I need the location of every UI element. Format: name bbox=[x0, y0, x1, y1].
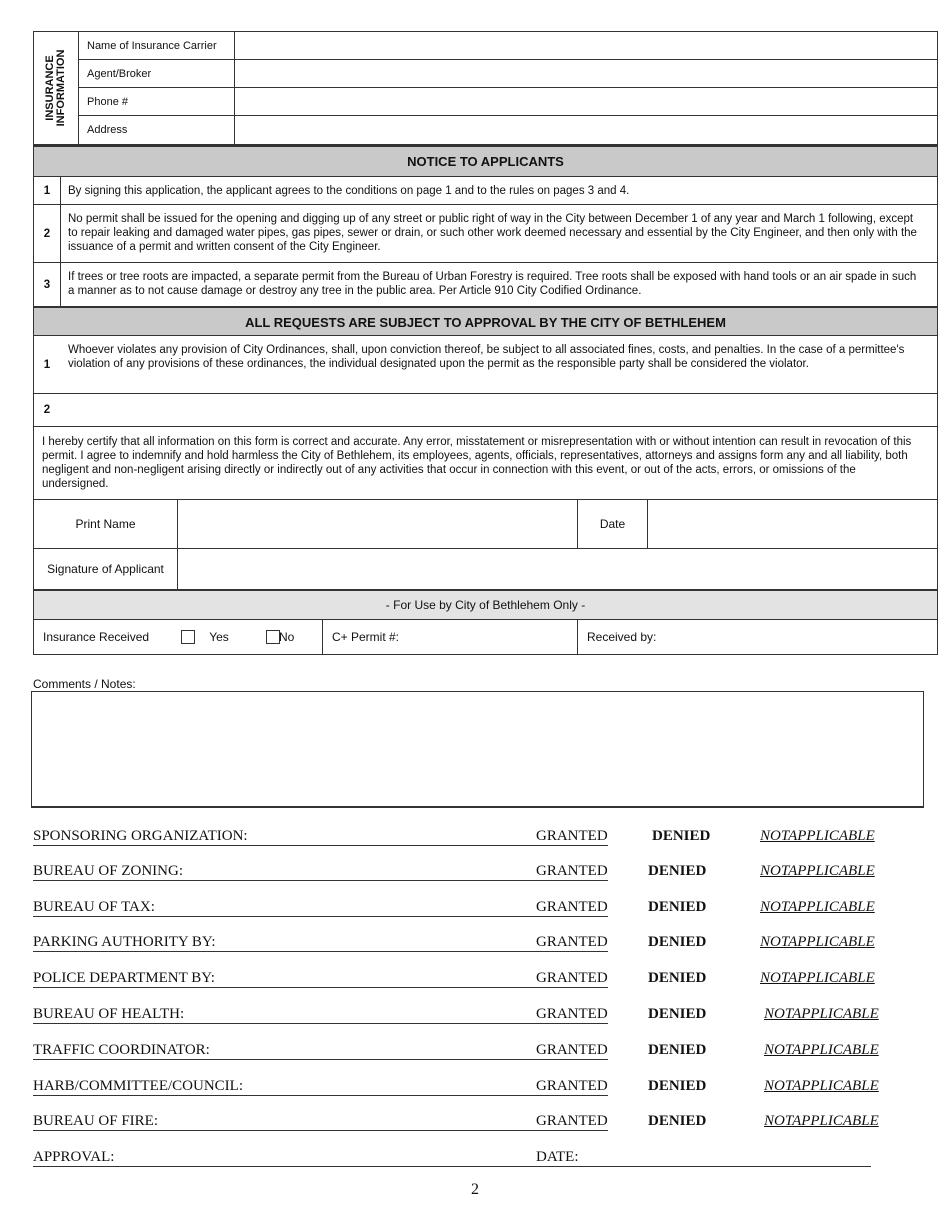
notice-title: NOTICE TO APPLICANTS bbox=[34, 147, 937, 177]
approval-row-label: BUREAU OF FIRE: bbox=[33, 1113, 159, 1129]
insurance-information-block bbox=[33, 31, 938, 145]
agent-broker-label: Agent/Broker bbox=[78, 60, 235, 87]
denied-option[interactable]: DENIED bbox=[648, 970, 707, 986]
not-applicable-option[interactable]: NOTAPPLICABLE bbox=[760, 863, 875, 879]
denied-option[interactable]: DENIED bbox=[648, 1078, 707, 1094]
date-label: Date bbox=[577, 500, 647, 548]
insurance-carrier-row bbox=[78, 32, 937, 60]
phone-field[interactable] bbox=[235, 88, 937, 115]
approval-row-label: SPONSORING ORGANIZATION: bbox=[33, 828, 248, 844]
approval-row bbox=[33, 828, 878, 850]
insurance-carrier-field[interactable] bbox=[235, 32, 937, 59]
approval-row bbox=[33, 899, 878, 921]
not-applicable-option[interactable]: NOTAPPLICABLE bbox=[764, 1006, 879, 1022]
requests-item-number: 2 bbox=[43, 404, 51, 416]
address-label: Address bbox=[78, 116, 235, 144]
denied-option[interactable]: DENIED bbox=[648, 899, 707, 915]
address-field[interactable] bbox=[235, 116, 937, 144]
page-number: 2 bbox=[471, 1181, 479, 1198]
approval-row-label: BUREAU OF ZONING: bbox=[33, 863, 183, 879]
granted-option[interactable]: GRANTED bbox=[536, 934, 608, 950]
no-label: No bbox=[279, 630, 295, 644]
approval-row-label: BUREAU OF TAX: bbox=[33, 899, 155, 915]
date-field[interactable] bbox=[647, 500, 937, 548]
granted-option[interactable]: GRANTED bbox=[536, 1006, 608, 1022]
agent-broker-row bbox=[78, 60, 937, 88]
notice-table bbox=[33, 145, 938, 655]
requests-item-text bbox=[68, 394, 937, 406]
requests-item-text: Whoever violates any provision of City Ordinances, shall, upon conviction thereof, be subject to all associated fines, costs, and penalties. In the case of a permittee's violation of any provisions of these ordinances, the individual designated upon the permit as the responsible party shall be considered the violator. bbox=[68, 344, 905, 370]
print-name-field[interactable] bbox=[177, 500, 577, 548]
denied-option[interactable]: DENIED bbox=[648, 1006, 707, 1022]
insurance-side-label-line1: INSURANCE bbox=[44, 55, 56, 121]
final-approval-row bbox=[33, 1149, 878, 1171]
city-use-row bbox=[34, 620, 937, 654]
signature-field[interactable] bbox=[177, 549, 937, 589]
granted-option[interactable]: GRANTED bbox=[536, 970, 608, 986]
denied-option[interactable]: DENIED bbox=[652, 828, 711, 844]
approval-row-label: POLICE DEPARTMENT BY: bbox=[33, 970, 215, 986]
requests-title: ALL REQUESTS ARE SUBJECT TO APPROVAL BY THE CITY OF BETHLEHEM bbox=[34, 306, 937, 336]
approval-signature-line[interactable] bbox=[33, 1166, 528, 1167]
approval-row bbox=[33, 970, 878, 992]
yes-checkbox[interactable] bbox=[180, 620, 196, 654]
approval-row-label: PARKING AUTHORITY BY: bbox=[33, 934, 216, 950]
not-applicable-option[interactable]: NOTAPPLICABLE bbox=[760, 970, 875, 986]
granted-option[interactable]: GRANTED bbox=[536, 1113, 608, 1129]
granted-option[interactable]: GRANTED bbox=[536, 1042, 608, 1058]
city-use-title: - For Use by City of Bethlehem Only - bbox=[34, 591, 937, 620]
granted-option[interactable]: GRANTED bbox=[536, 828, 608, 844]
comments-label: Comments / Notes: bbox=[33, 677, 136, 691]
notice-item-number: 3 bbox=[34, 263, 61, 306]
requests-item bbox=[34, 336, 937, 394]
approval-date-label: DATE: bbox=[536, 1149, 579, 1165]
granted-option[interactable]: GRANTED bbox=[536, 863, 608, 879]
insurance-side-label bbox=[34, 32, 79, 144]
approval-row bbox=[33, 1006, 878, 1028]
address-row bbox=[78, 116, 937, 144]
approval-row bbox=[33, 934, 878, 956]
denied-option[interactable]: DENIED bbox=[648, 1042, 707, 1058]
permit-number-label[interactable]: C+ Permit #: bbox=[322, 620, 577, 654]
approval-row bbox=[33, 863, 878, 885]
approval-label: APPROVAL: bbox=[33, 1149, 115, 1165]
requests-item bbox=[34, 394, 937, 427]
denied-option[interactable]: DENIED bbox=[648, 863, 707, 879]
received-by-label[interactable]: Received by: bbox=[577, 620, 937, 654]
denied-option[interactable]: DENIED bbox=[648, 934, 707, 950]
print-name-row bbox=[34, 500, 937, 549]
approval-row-label: HARB/COMMITTEE/COUNCIL: bbox=[33, 1078, 243, 1094]
denied-option[interactable]: DENIED bbox=[648, 1113, 707, 1129]
notice-item-text: By signing this application, the applicant agrees to the conditions on page 1 and to the rules on pages 3 and 4. bbox=[68, 185, 630, 197]
insurance-received-label: Insurance Received bbox=[43, 630, 150, 644]
notice-item-text: If trees or tree roots are impacted, a separate permit from the Bureau of Urban Forestry is required. Tree roots shall be exposed with hand tools or an air spade in such a manner as to not cause damage or destroy any tree in the public area. Per Article 910 City Codified Ordinance. bbox=[68, 271, 917, 297]
notice-item-text: No permit shall be issued for the opening and digging up of any street or public right of way in the City between December 1 of any year and March 1 following, except to repair leaking and damaged water pipes, gas pipes, sewer or drain, or such other work deemed necessary and essential by the City Engineer, and then only with the issuance of a permit and written consent of the City Engineer. bbox=[68, 213, 917, 253]
approval-row-label: TRAFFIC COORDINATOR: bbox=[33, 1042, 210, 1058]
requests-item-number: 1 bbox=[43, 358, 51, 371]
approval-row-label: BUREAU OF HEALTH: bbox=[33, 1006, 185, 1022]
approval-row bbox=[33, 1042, 878, 1064]
insurance-carrier-label: Name of Insurance Carrier bbox=[78, 32, 235, 59]
not-applicable-option[interactable]: NOTAPPLICABLE bbox=[760, 828, 875, 844]
approval-row bbox=[33, 1113, 878, 1135]
comments-textarea[interactable] bbox=[31, 691, 924, 808]
approval-row bbox=[33, 1078, 878, 1100]
insurance-side-label-line2: INFORMATION bbox=[55, 49, 67, 127]
phone-row bbox=[78, 88, 937, 116]
not-applicable-option[interactable]: NOTAPPLICABLE bbox=[764, 1078, 879, 1094]
notice-item bbox=[34, 177, 937, 205]
not-applicable-option[interactable]: NOTAPPLICABLE bbox=[764, 1113, 879, 1129]
certification-statement: I hereby certify that all information on this form is correct and accurate. Any error, misstatement or misrepresentation with or without intention can result in revocation of this permit. I agree to indemnify and hold harmless the City of Bethlehem, its employees, agents, officials, representatives, attorneys and assigns form any and all liability, both negligent and non-negligent arising directly or indirectly out of any activities that occur in connection with this event, or out of the acts, errors, or omissions of the undersigned. bbox=[34, 427, 937, 500]
granted-option[interactable]: GRANTED bbox=[536, 1078, 608, 1094]
signature-row bbox=[34, 549, 937, 591]
notice-item-number: 1 bbox=[34, 177, 61, 204]
not-applicable-option[interactable]: NOTAPPLICABLE bbox=[764, 1042, 879, 1058]
granted-option[interactable]: GRANTED bbox=[536, 899, 608, 915]
notice-item bbox=[34, 205, 937, 263]
notice-item-number: 2 bbox=[34, 205, 61, 262]
not-applicable-option[interactable]: NOTAPPLICABLE bbox=[760, 899, 875, 915]
yes-label: Yes bbox=[209, 630, 229, 644]
print-name-label: Print Name bbox=[75, 517, 136, 531]
not-applicable-option[interactable]: NOTAPPLICABLE bbox=[760, 934, 875, 950]
phone-label: Phone # bbox=[78, 88, 235, 115]
agent-broker-field[interactable] bbox=[235, 60, 937, 87]
approval-date-line[interactable] bbox=[528, 1166, 871, 1167]
signature-label: Signature of Applicant bbox=[47, 562, 164, 576]
notice-item bbox=[34, 263, 937, 306]
